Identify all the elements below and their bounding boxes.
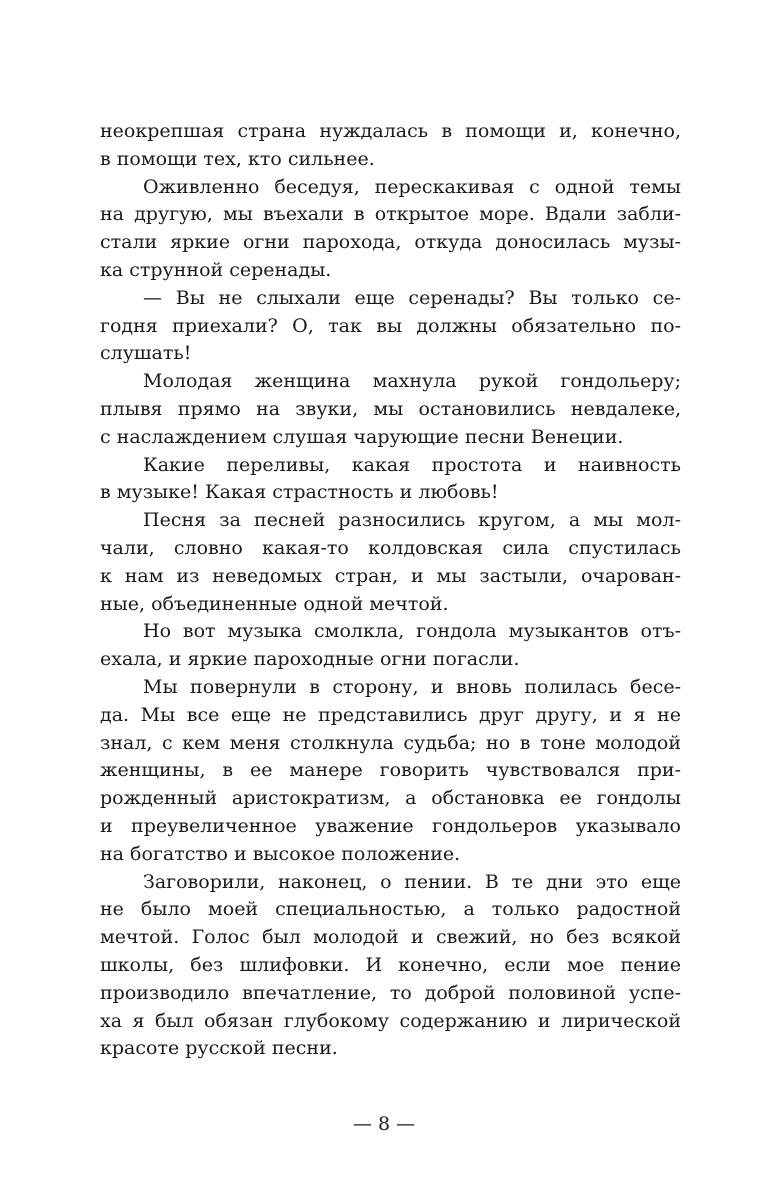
paragraph <box>100 368 681 451</box>
text-line: в музыке! Какая страстность и любовь! <box>100 481 499 504</box>
text-line: производило впечатление, то доброй половиной успе- <box>100 981 681 1004</box>
paragraph <box>100 869 681 1064</box>
text-line: Но вот музыка смолкла, гондола музыкантов отъ- <box>143 620 681 643</box>
text-line: Мы повернули в сторону, и вновь полилась бесе- <box>143 675 681 698</box>
text-line: Заговорили, наконец, о пении. В те дни это еще <box>143 870 681 893</box>
text-line: школы, без шлифовки. И конечно, если мое пение <box>100 953 681 976</box>
paragraph <box>100 174 681 285</box>
text-line: с наслаждением слушая чарующие песни Венеции. <box>100 425 624 448</box>
text-line: на богатство и высокое положение. <box>100 842 461 865</box>
paragraph <box>100 618 681 674</box>
text-line: Оживленно беседуя, перескакивая с одной темы <box>143 175 681 198</box>
paragraph <box>100 285 681 368</box>
text-line: чали, словно какая-то колдовская сила спустилась <box>100 536 681 559</box>
text-line: ха я был обязан глубокому содержанию и лирической <box>100 1009 681 1032</box>
page-number: — 8 — <box>352 1113 416 1135</box>
paragraph <box>100 118 681 174</box>
text-line: мечтой. Голос был молодой и свежий, но без всякой <box>100 926 681 949</box>
text-line: знал, с кем меня столкнула судьба; но в тоне молодой <box>100 731 681 754</box>
text-line: к нам из неведомых стран, и мы застыли, очарован- <box>100 564 681 587</box>
text-line: женщины, в ее манере говорить чувствовался при- <box>100 759 681 782</box>
text-line: красоте русской песни. <box>100 1037 338 1060</box>
text-line: неокрепшая страна нуждалась в помощи и, конечно, <box>100 120 681 142</box>
page-body <box>100 118 681 1063</box>
text-line: рожденный аристократизм, а обстановка ее гондолы <box>100 787 681 810</box>
paragraph <box>100 452 681 508</box>
text-line: Молодая женщина махнула рукой гондольеру; <box>143 370 681 393</box>
text-line: слушать! <box>100 342 192 365</box>
text-line: ные, объединенные одной мечтой. <box>100 592 449 615</box>
text-line: ехала, и яркие пароходные огни погасли. <box>100 648 520 671</box>
text-line: не было моей специальностью, а только радостной <box>100 898 681 921</box>
text-line: и преувеличенное уважение гондольеров указывало <box>100 814 681 837</box>
text-line: Песня за песней разносились кругом, а мы мол- <box>143 509 681 532</box>
text-line: — Вы не слыхали еще серенады? Вы только се- <box>143 286 681 309</box>
text-line: на другую, мы въехали в открытое море. Вдали забли- <box>100 203 681 226</box>
text-line: годня приехали? О, так вы должны обязательно по- <box>100 314 681 337</box>
text-line: Какие переливы, какая простота и наивность <box>143 453 681 476</box>
text-line: в помощи тех, кто сильнее. <box>100 147 375 170</box>
text-line: да. Мы все еще не представились друг другу, и я не <box>100 703 681 726</box>
paragraph <box>100 507 681 618</box>
text-line: стали яркие огни парохода, откуда доносилась музы- <box>100 231 681 254</box>
text-line: ка струнной серенады. <box>100 258 332 281</box>
paragraph <box>100 674 681 869</box>
text-line: плывя прямо на звуки, мы остановились невдалеке, <box>100 397 681 420</box>
